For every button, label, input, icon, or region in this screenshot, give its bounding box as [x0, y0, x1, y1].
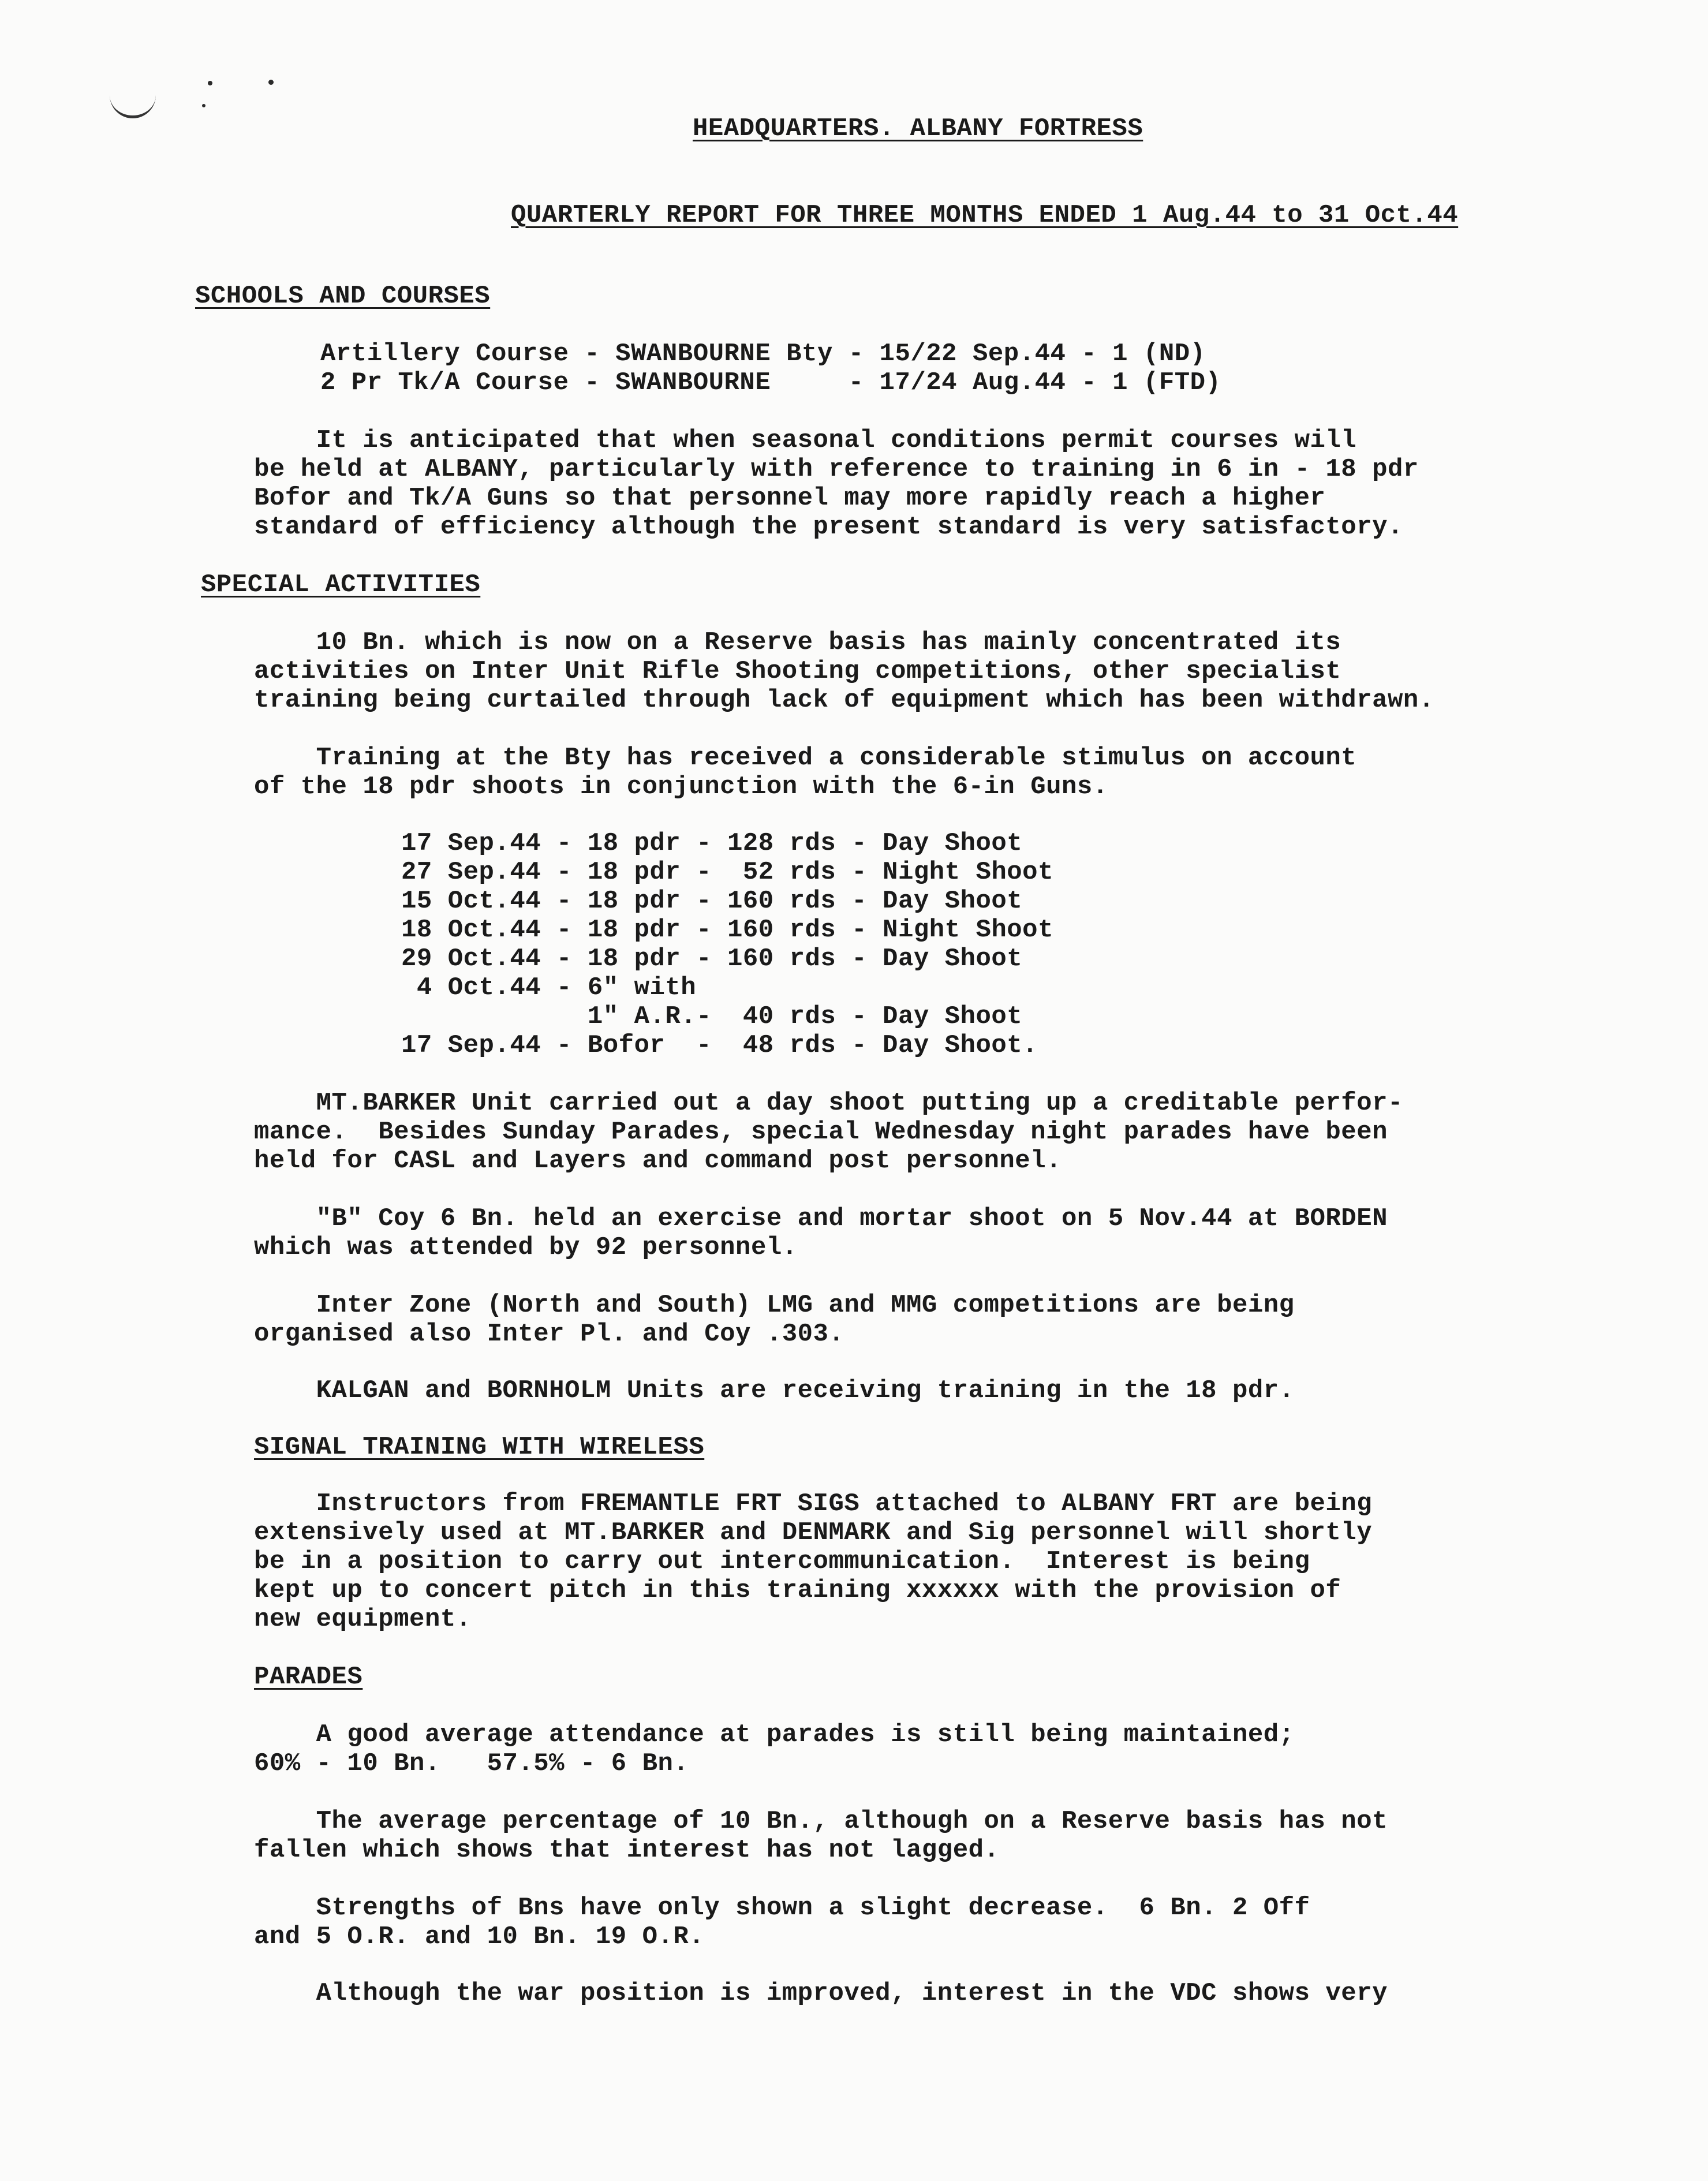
paragraph-line: mance. Besides Sunday Parades, special Wednesday night parades have been [254, 1118, 1388, 1146]
ink-speck [202, 104, 205, 107]
paragraph-line: and 5 O.R. and 10 Bn. 19 O.R. [254, 1922, 705, 1951]
section-heading-special: SPECIAL ACTIVITIES [201, 570, 481, 599]
course-line: 2 Pr Tk/A Course - SWANBOURNE - 17/24 Aug.44 - 1 (FTD) [320, 368, 1221, 397]
paragraph-line: Instructors from FREMANTLE FRT SIGS attached to ALBANY FRT are being [254, 1489, 1373, 1518]
report-subtitle: QUARTERLY REPORT FOR THREE MONTHS ENDED 1 Aug.44 to 31 Oct.44 [511, 201, 1459, 230]
paragraph-line: MT.BARKER Unit carried out a day shoot putting up a creditable perfor- [254, 1089, 1403, 1118]
section-heading-signal: SIGNAL TRAINING WITH WIRELESS [254, 1433, 705, 1462]
shoot-entry: 27 Sep.44 - 18 pdr - 52 rds - Night Shoot [401, 858, 1053, 887]
paragraph-line: of the 18 pdr shoots in conjunction with the 6-in Guns. [254, 772, 1108, 801]
section-heading-schools: SCHOOLS AND COURSES [195, 282, 491, 311]
paragraph-line: fallen which shows that interest has not lagged. [254, 1836, 1000, 1865]
shoot-entry: 17 Sep.44 - 18 pdr - 128 rds - Day Shoot [401, 829, 1023, 858]
shoot-entry: 4 Oct.44 - 6" with [401, 973, 697, 1002]
shoot-entry: 1" A.R.- 40 rds - Day Shoot [401, 1002, 1023, 1031]
paragraph-line: Strengths of Bns have only shown a slight decrease. 6 Bn. 2 Off [254, 1894, 1310, 1922]
shoot-entry: 18 Oct.44 - 18 pdr - 160 rds - Night Shoot [401, 916, 1053, 944]
paragraph-line: Inter Zone (North and South) LMG and MMG competitions are being [254, 1291, 1295, 1320]
paragraph-line: which was attended by 92 personnel. [254, 1233, 798, 1262]
paragraph-line: It is anticipated that when seasonal conditions permit courses will [254, 426, 1357, 455]
ink-speck [208, 81, 212, 85]
shoot-entry: 17 Sep.44 - Bofor - 48 rds - Day Shoot. [401, 1031, 1038, 1060]
shoot-entry: 15 Oct.44 - 18 pdr - 160 rds - Day Shoot [401, 887, 1023, 916]
paragraph-line: extensively used at MT.BARKER and DENMARK and Sig personnel will shortly [254, 1518, 1373, 1547]
paragraph-line: be held at ALBANY, particularly with reference to training in 6 in - 18 pdr [254, 455, 1419, 484]
paragraph-line: activities on Inter Unit Rifle Shooting competitions, other specialist [254, 657, 1341, 686]
paragraph-line: Training at the Bty has received a considerable stimulus on account [254, 744, 1357, 772]
ink-speck [268, 80, 274, 85]
paragraph-line: A good average attendance at parades is still being maintained; [254, 1720, 1295, 1749]
ink-mark [110, 87, 156, 118]
paragraph-line: standard of efficiency although the present standard is very satisfactory. [254, 513, 1403, 541]
paragraph-line: training being curtailed through lack of equipment which has been withdrawn. [254, 686, 1434, 715]
paragraph-line: 10 Bn. which is now on a Reserve basis has mainly concentrated its [254, 628, 1341, 657]
paragraph-line: be in a position to carry out intercommunication. Interest is being [254, 1547, 1310, 1576]
course-line: Artillery Course - SWANBOURNE Bty - 15/22 Sep.44 - 1 (ND) [320, 339, 1206, 368]
paragraph-line: The average percentage of 10 Bn., although on a Reserve basis has not [254, 1807, 1388, 1836]
paragraph-line: Although the war position is improved, interest in the VDC shows very [254, 1979, 1388, 2008]
page-title: HEADQUARTERS. ALBANY FORTRESS [693, 114, 1143, 143]
shoot-entry: 29 Oct.44 - 18 pdr - 160 rds - Day Shoot [401, 944, 1023, 973]
paragraph-line: kept up to concert pitch in this training xxxxxx with the provision of [254, 1576, 1341, 1605]
paragraph-line: held for CASL and Layers and command post personnel. [254, 1146, 1062, 1175]
paragraph-line: Bofor and Tk/A Guns so that personnel may more rapidly reach a higher [254, 484, 1326, 513]
paragraph-line: new equipment. [254, 1605, 472, 1634]
section-heading-parades: PARADES [254, 1663, 363, 1691]
paragraph-line: KALGAN and BORNHOLM Units are receiving training in the 18 pdr. [254, 1376, 1295, 1405]
paragraph-line: 60% - 10 Bn. 57.5% - 6 Bn. [254, 1749, 689, 1778]
paragraph-line: "B" Coy 6 Bn. held an exercise and mortar shoot on 5 Nov.44 at BORDEN [254, 1204, 1388, 1233]
paragraph-line: organised also Inter Pl. and Coy .303. [254, 1320, 844, 1349]
